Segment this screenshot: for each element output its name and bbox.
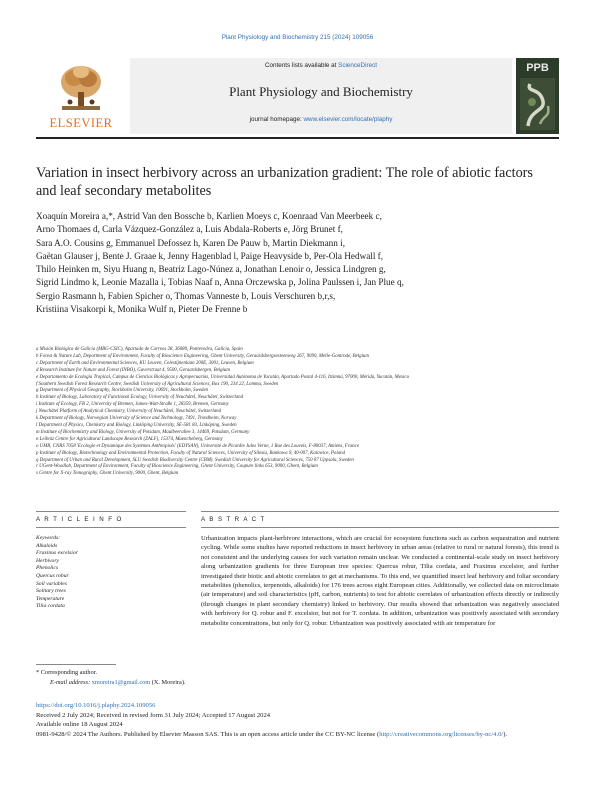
- affiliation-item: c Department of Earth and Environmental Sciences, KU Leuven, Celestijnenlaan 200E, 3001, Leuven, Belgium: [36, 360, 254, 366]
- elsevier-logo: [36, 58, 126, 134]
- abstract-rule: [201, 511, 559, 512]
- affiliation-item: b Forest & Nature Lab, Department of Environment, Faculty of Bioscience Engineering, Ghent University, Geraardsbergsesteenweg 267, 9090, Melle-Gontrode, Belgium: [36, 353, 369, 359]
- keyword-item: Temperature: [36, 595, 65, 602]
- abstract-rule-2: [201, 527, 559, 528]
- affiliation-item: e Departamento de Ecología Tropical, Campus de Ciencias Biológicas y Agropecuarias, Universidad Autónoma de Yucatán, Apartado Postal 4-116, Itzimná, 97000, Mérida, Yucatán, Mexico: [36, 374, 410, 380]
- sciencedirect-link[interactable]: ScienceDirect: [338, 62, 377, 69]
- license-link[interactable]: http://creativecommons.org/licenses/by-nc/4.0/: [379, 730, 504, 738]
- journal-homepage-link[interactable]: www.elsevier.com/locate/plaphy: [303, 116, 393, 123]
- affiliation-item: i Institute of Ecology, FB 2, University of Bremen, James-Watt-Straße 1, 28359, Bremen, Germany: [36, 402, 229, 408]
- affiliation-item: m Institute of Biochemistry and Biology, University of Potsdam, Maulbeerallee 3, 14469, Potsdam, Germany: [36, 429, 250, 435]
- affiliation-item: n Leibniz Centre for Agricultural Landscape Research (ZALF), 15374, Muencheberg, Germany: [36, 436, 223, 442]
- elsevier-tree-icon: [56, 62, 106, 112]
- author-line: Sergio Rasmann h, Fabien Spicher o, Thomas Vanneste b, Louis Verschuren b,r,s,: [36, 290, 336, 301]
- author-line: Gaëtan Glauser j, Bente J. Graae k, Jenny Hagenblad l, Paige Heavyside b, Per-Ola Hedwall f,: [36, 250, 384, 261]
- author-line: Sigrid Lindmo k, Leonie Mazalla i, Tobias Naaf n, Anna Orczewska p, Jolina Paulssen i, Jan Plue q,: [36, 277, 404, 288]
- article-info-rule: [36, 511, 186, 512]
- email-line: [50, 679, 186, 686]
- affiliation-item: o UMR, CNRS 7058 'Ecologie et Dynamique des Systèmes Anthropisés' (EDYSAN), Université de Picardie Jules Verne, 1 Rue des Louvels, F-80037, Amiens, France: [36, 443, 359, 449]
- keywords-block: [36, 535, 186, 611]
- author-line: Thilo Heinken m, Siyu Huang n, Beatriz Lago-Núnez a, Jonathan Lenoir o, Jessica Lindgren g,: [36, 264, 386, 275]
- license-prefix: 0981-9428/© 2024 The Authors. Published by Elsevier Masson SAS. This is an open access article under the CC BY-NC license (: [36, 730, 380, 738]
- header-divider: [36, 137, 559, 139]
- keyword-item: Tilia cordata: [36, 603, 65, 610]
- affiliation-item: f Southern Swedish Forest Research Centre, Swedish University of Agricultural Sciences, Box 190, 234 22, Lomma, Sweden: [36, 381, 279, 387]
- keyword-item: Soil variables: [36, 580, 67, 587]
- affiliation-item: d Research Institute for Nature and Forest (INBO), Gaverstraat 4, 9500, Geraardsbergen, Belgium: [36, 367, 230, 373]
- affiliation-item: p Institute of Biology, Biotechnology and Environmental Protection, Faculty of Natural Sciences, University of Silesia, Bankowa 9, 40-007, Katowice, Poland: [36, 450, 346, 456]
- license-suffix: ).: [503, 730, 508, 738]
- email-link[interactable]: xmoreira1@gmail.com: [91, 679, 151, 686]
- footnote-rule: [36, 664, 116, 665]
- affiliation-item: r UGent-Woodlab, Department of Environment, Faculty of Bioscience Engineering, Ghent University, Coupure links 653, 9000, Ghent, Belgium: [36, 464, 318, 470]
- corresponding-author-note: * Corresponding author.: [36, 669, 98, 676]
- journal-cover-image: [516, 58, 559, 134]
- contents-available-line: [130, 62, 512, 69]
- affiliation-item: h Institute of Biology, Laboratory of Functional Ecology, University of Neuchâtel, Neuchâtel, Switzerland: [36, 395, 244, 401]
- elsevier-wordmark: ELSEVIER: [49, 116, 113, 130]
- available-online-date: Available online 18 August 2024: [36, 721, 123, 729]
- affiliation-item: q Department of Urban and Rural Development, SLU Swedish Biodiversity Centre (CBM). Swedish University for Agricultural Sciences, 750 07 Uppsala, Sweden: [36, 457, 354, 463]
- affiliation-item: l Department of Physics, Chemistry and Biology, Linköping University, SE-581 83, Linköping, Sweden: [36, 422, 237, 428]
- publication-info: [36, 701, 559, 739]
- license-statement: [36, 730, 559, 740]
- contents-prefix: Contents lists available at: [264, 62, 339, 69]
- affiliation-list: [36, 347, 559, 478]
- article-info-rule-2: [36, 527, 186, 528]
- journal-citation[interactable]: Plant Physiology and Biochemistry 215 (2024) 109056: [221, 34, 374, 41]
- affiliation-item: s Centre for X-ray Tomography, Ghent University, 9000, Ghent, Belgium: [36, 471, 179, 477]
- journal-homepage-line: [130, 116, 512, 123]
- affiliation-item: a Misión Biológica de Galicia (MBG-CSIC), Apartado de Correos 28, 36080, Pontevedra, Galicia, Spain: [36, 347, 243, 352]
- author-line: Sara A.O. Cousins g, Emmanuel Defossez h, Karen De Pauw b, Martin Diekmann i,: [36, 237, 345, 248]
- keywords-label: Keywords:: [36, 535, 61, 541]
- cover-ppb-text: PPB: [526, 62, 549, 74]
- keyword-item: Solitary trees: [36, 588, 66, 595]
- doi-link[interactable]: https://doi.org/10.1016/j.plaphy.2024.109056: [36, 702, 156, 709]
- email-suffix: (X. Moreira).: [150, 679, 186, 686]
- affiliation-item: g Department of Physical Geography, Stockholm University, 10691, Stockholm, Sweden: [36, 388, 209, 394]
- email-label: E-mail address:: [50, 679, 92, 686]
- homepage-prefix: journal homepage:: [249, 116, 304, 123]
- keyword-item: Herbivory: [36, 557, 59, 564]
- author-line: Kristiina Visakorpi k, Monika Wulf n, Pieter De Frenne b: [36, 304, 248, 315]
- abstract-text: Urbanization impacts plant-herbivore interactions, which are crucial for ecosystem functions such as carbon sequestration and nutrient cycling. While some studies have reported reductions in insect herbivory in urban areas (relative to rural or natural forests), this trend is not consistent and the underlying causes for such variation remain unclear. We conducted a continental-scale study on insect herbivory along urbanization gradients for three European tree species: Quercus robur, Tilia cordata, and Fraxinus excelsior, and further investigated their biotic and abiotic correlates to get at mechanisms. To this end, we quantified insect leaf herbivory and foliar secondary metabolites (phenolics, terpenoids, alkaloids) for 176 trees across eight European cities. Additionally, we collected data on microclimate (air temperature) and soil characteristics (pH, carbon, nutrients) to test for abiotic correlates of urbanization effects directly or indirectly (through changes in plant secondary chemistry) linked to herbivory. Our results showed that urbanization was negatively associated with herbivory for Q. robur and F. excelsior, but not for T. cordata. In addition, urbanization was positively associated with secondary metabolite concentrations, but only for Q. robur. Urbanization was positively associated with air temperature for: [201, 535, 559, 627]
- keyword-item: Phenolics: [36, 565, 59, 572]
- journal-header-box: [130, 58, 512, 134]
- keyword-item: Fraxinus excelsior: [36, 550, 78, 557]
- abstract-heading: A B S T R A C T: [201, 516, 266, 523]
- keyword-item: Alkaloids: [36, 542, 58, 549]
- received-dates: Received 2 July 2024; Received in revised form 31 July 2024; Accepted 17 August 2024: [36, 711, 271, 719]
- keyword-item: Quercus robur: [36, 572, 69, 579]
- affiliation-item: j Neuchâtel Platform of Analytical Chemistry, University of Neuchâtel, Neuchâtel, Switzerland: [36, 409, 222, 415]
- cover-plant-icon: [520, 78, 555, 130]
- author-line: Arno Thomaes d, Carla Vázquez-González a, Luis Abdala-Roberts e, Jörg Brunet f,: [36, 224, 343, 235]
- article-title: Variation in insect herbivory across an urbanization gradient: The role of abiotic factors and leaf secondary metabolites: [36, 165, 533, 199]
- affiliation-item: k Department of Biology, Norwegian University of Science and Technology, 7491, Trondheim, Norway: [36, 416, 237, 422]
- author-list: [36, 210, 506, 316]
- journal-title: Plant Physiology and Biochemistry: [229, 84, 413, 99]
- author-line: Xoaquín Moreira a,*, Astrid Van den Bossche b, Karlien Moeys c, Koenraad Van Meerbeek c,: [36, 211, 382, 221]
- article-info-heading: A R T I C L E I N F O: [36, 516, 123, 523]
